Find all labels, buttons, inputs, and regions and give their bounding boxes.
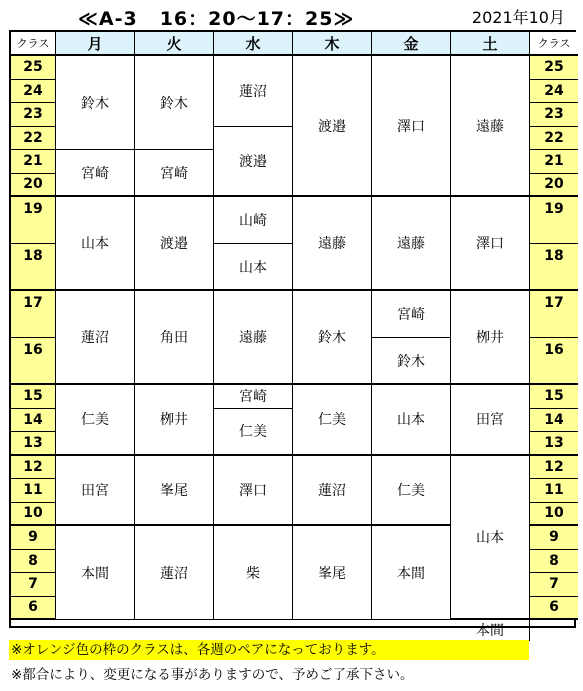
teacher-cell-wed: 柴 (214, 526, 293, 620)
title-code: ≪A-3 (78, 8, 138, 30)
class-number: 11 (11, 479, 56, 503)
class-number: 17 (11, 291, 56, 338)
teacher-cell-tue: 鈴木 (135, 56, 214, 150)
teacher-cell-sat: 遠藤 (451, 56, 530, 197)
teacher-cell-wed: 山崎 (214, 197, 293, 244)
class-number: 20 (11, 174, 56, 198)
month-label: 2021年10月 (471, 8, 565, 27)
teacher-cell-tue: 峯尾 (135, 456, 214, 527)
teacher-cell-mon: 田宮 (56, 456, 135, 527)
class-number: 25 (11, 56, 56, 80)
teacher-cell-fri: 鈴木 (372, 338, 451, 385)
teacher-cell-tue: 宮崎 (135, 150, 214, 197)
teacher-cell-tue: 蓮沼 (135, 526, 214, 620)
teacher-cell-mon: 宮崎 (56, 150, 135, 197)
teacher-cell-fri: 宮崎 (372, 291, 451, 338)
day-header-sat: 土 (451, 32, 530, 56)
teacher-cell-tue: 栁井 (135, 385, 214, 456)
class-number: 8 (530, 550, 578, 574)
teacher-cell-thu: 峯尾 (293, 526, 372, 620)
class-number: 10 (530, 503, 578, 527)
teacher-cell-thu: 渡邉 (293, 56, 372, 197)
teacher-cell-mon: 仁美 (56, 385, 135, 456)
class-number: 22 (11, 127, 56, 151)
class-number: 6 (11, 597, 56, 621)
teacher-cell-thu: 遠藤 (293, 197, 372, 291)
day-header-wed: 水 (214, 32, 293, 56)
class-number: 19 (530, 197, 578, 244)
class-number: 6 (530, 597, 578, 621)
teacher-cell-tue: 角田 (135, 291, 214, 385)
teacher-cell-thu: 蓮沼 (293, 456, 372, 527)
teacher-cell-sat: 澤口 (451, 197, 530, 291)
teacher-cell-mon: 鈴木 (56, 56, 135, 150)
class-number: 7 (11, 573, 56, 597)
day-header-tue: 火 (135, 32, 214, 56)
class-number: 11 (530, 479, 578, 503)
class-number: 10 (11, 503, 56, 527)
class-number: 9 (11, 526, 56, 550)
teacher-cell-mon: 山本 (56, 197, 135, 291)
title-time: 16：20〜17：25≫ (159, 8, 355, 30)
teacher-cell-sat: 本間 (451, 620, 530, 641)
class-number: 14 (11, 409, 56, 433)
teacher-cell-fri: 山本 (372, 385, 451, 456)
class-number: 16 (11, 338, 56, 385)
teacher-cell-thu: 仁美 (293, 385, 372, 456)
teacher-cell-thu: 鈴木 (293, 291, 372, 385)
day-header-thu: 木 (293, 32, 372, 56)
class-number: 15 (11, 385, 56, 409)
day-header-mon: 月 (56, 32, 135, 56)
class-number: 13 (530, 432, 578, 456)
class-number: 13 (11, 432, 56, 456)
class-number: 9 (530, 526, 578, 550)
teacher-cell-wed: 山本 (214, 244, 293, 291)
teacher-cell-fri: 澤口 (372, 56, 451, 197)
teacher-cell-wed: 宮崎 (214, 385, 293, 409)
class-number: 7 (530, 573, 578, 597)
class-header-left: クラス (11, 32, 56, 56)
class-number: 18 (530, 244, 578, 291)
teacher-cell-fri: 仁美 (372, 456, 451, 527)
class-number: 23 (530, 103, 578, 127)
class-number: 22 (530, 127, 578, 151)
class-number: 15 (530, 385, 578, 409)
class-number: 20 (530, 174, 578, 198)
teacher-cell-sat: 栁井 (451, 291, 530, 385)
note-changes: ※都合により、変更になる事がありますので、予めご了承下さい。 (11, 667, 414, 683)
class-header-right: クラス (530, 32, 578, 56)
teacher-cell-fri: 本間 (372, 526, 451, 620)
class-number: 24 (530, 80, 578, 104)
note-pairing: ※オレンジ色の枠のクラスは、各週のペアになっております。 (9, 640, 529, 660)
teacher-cell-wed: 遠藤 (214, 291, 293, 385)
teacher-cell-wed: 蓮沼 (214, 56, 293, 127)
class-number: 18 (11, 244, 56, 291)
teacher-cell-fri: 遠藤 (372, 197, 451, 291)
class-number: 17 (530, 291, 578, 338)
class-number: 21 (530, 150, 578, 174)
teacher-cell-tue: 渡邉 (135, 197, 214, 291)
schedule-table (9, 30, 576, 639)
class-number: 24 (11, 80, 56, 104)
teacher-cell-mon: 蓮沼 (56, 291, 135, 385)
teacher-cell-mon: 本間 (56, 526, 135, 620)
class-number: 12 (11, 456, 56, 480)
teacher-cell-wed: 仁美 (214, 409, 293, 456)
page-title (78, 4, 354, 31)
day-header-fri: 金 (372, 32, 451, 56)
class-number: 14 (530, 409, 578, 433)
class-number: 19 (11, 197, 56, 244)
teacher-cell-sat: 田宮 (451, 385, 530, 456)
teacher-cell-sat: 山本 (451, 456, 530, 621)
class-number: 16 (530, 338, 578, 385)
teacher-cell-wed: 渡邉 (214, 127, 293, 198)
teacher-cell-wed: 澤口 (214, 456, 293, 527)
class-number: 25 (530, 56, 578, 80)
class-number: 23 (11, 103, 56, 127)
class-number: 8 (11, 550, 56, 574)
class-number: 21 (11, 150, 56, 174)
class-number: 12 (530, 456, 578, 480)
